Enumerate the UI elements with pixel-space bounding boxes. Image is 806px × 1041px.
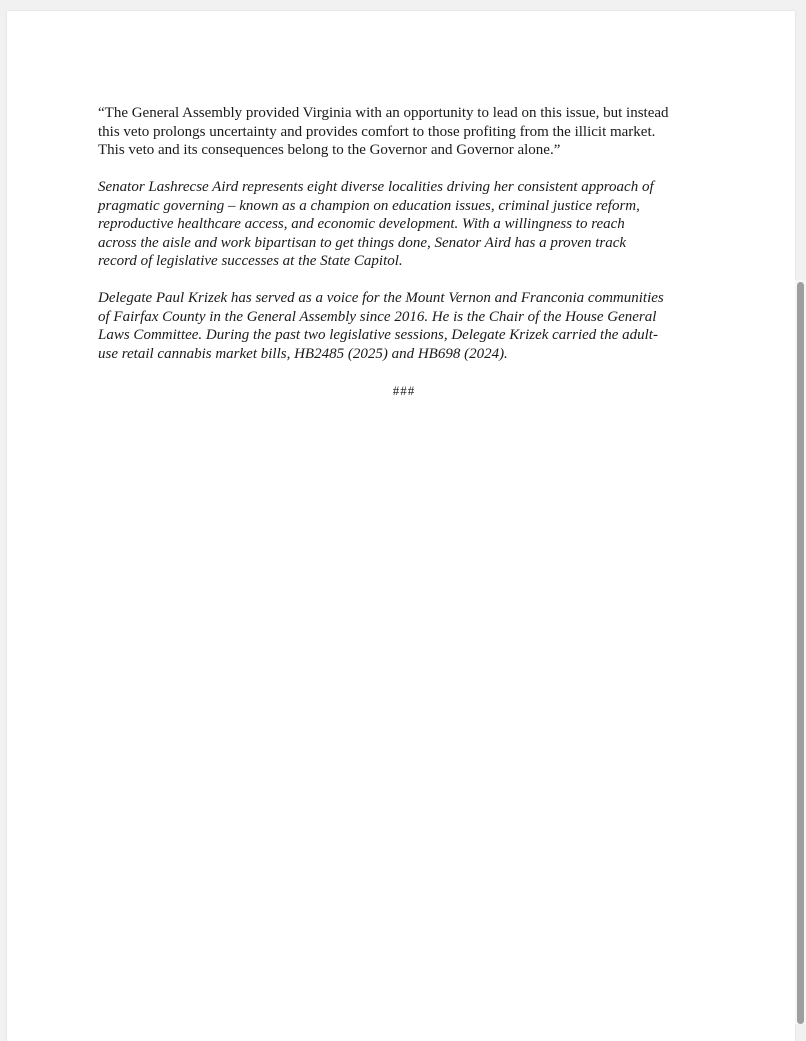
end-of-release-mark: ### xyxy=(392,382,416,398)
delegate-krizek-bio: Delegate Paul Krizek has served as a voice for the Mount Vernon and Franconia communities of Fairfax County in the General Assembly since 2016. He is the Chair of the House General Laws Committee. During the past two legislative sessions, Delegate Krizek carried the adult- use retail cannabis market bills, HB2485 (2025) and HB698 (2024). xyxy=(98,290,664,362)
document-body xyxy=(98,104,710,419)
senator-aird-bio: Senator Lashrecse Aird represents eight diverse localities driving her consistent approach of pragmatic governing – known as a champion on education issues, criminal justice reform, reproductive healthcare access, and economic development. With a willingness to reach across the aisle and work bipartisan to get things done, Senator Aird has a proven track record of legislative successes at the State Capitol. xyxy=(98,179,654,269)
scrollbar-thumb[interactable] xyxy=(797,282,804,1024)
governor-veto-quote: “The General Assembly provided Virginia with an opportunity to lead on this issue, but instead this veto prolongs uncertainty and provides comfort to those profiting from the illicit market. This veto and its consequences belong to the Governor and Governor alone.” xyxy=(98,105,669,158)
document-page xyxy=(7,11,795,1041)
